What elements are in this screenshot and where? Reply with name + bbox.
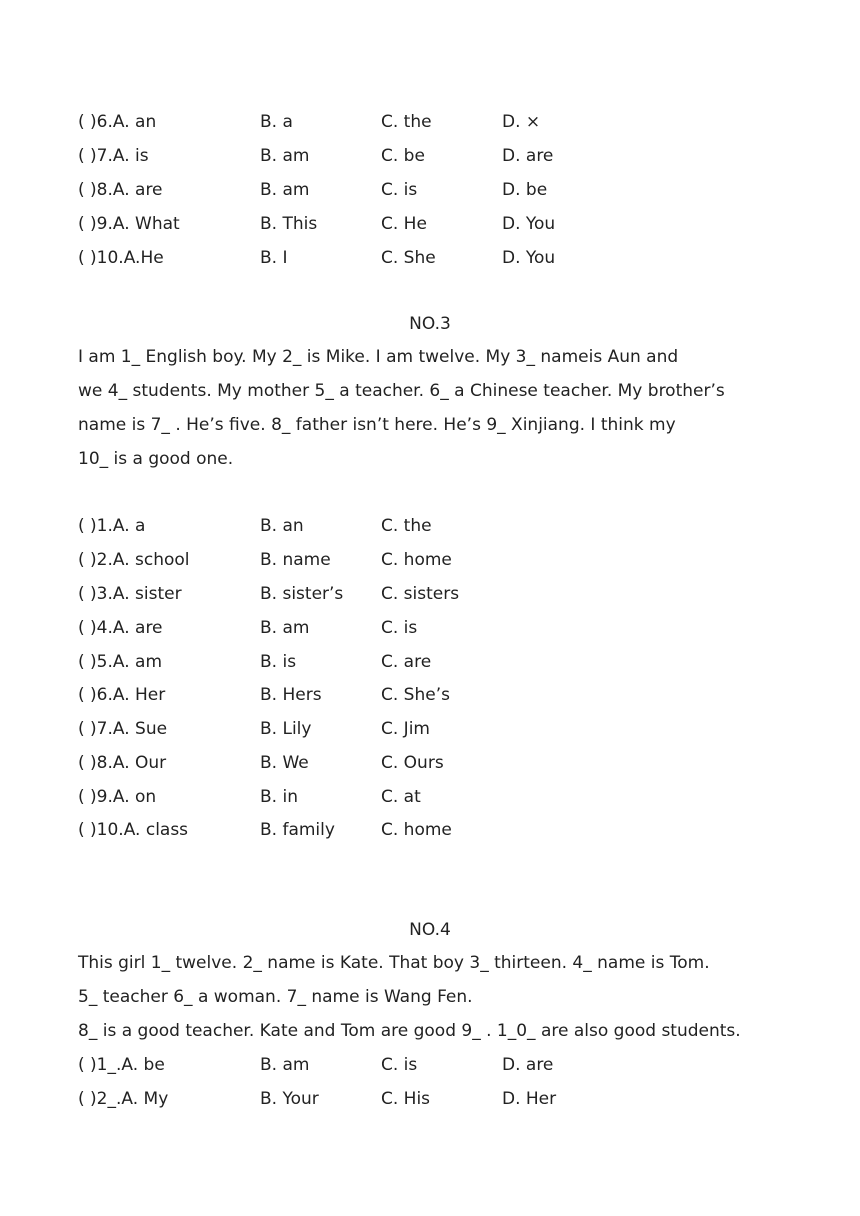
question-option-c: C. home — [381, 550, 452, 570]
question-option-a: ( )7.A. is — [78, 146, 149, 166]
question-option-d: D. are — [502, 146, 554, 166]
question-option-a: ( )3.A. sister — [78, 584, 182, 604]
passage-line: I am 1_ English boy. My 2_ is Mike. I am twelve. My 3_ nameis Aun and — [78, 347, 679, 367]
question-option-c: C. is — [381, 180, 418, 200]
question-option-c: C. Ours — [381, 753, 444, 773]
question-option-a: ( )6.A. Her — [78, 685, 166, 705]
question-option-b: B. am — [260, 1055, 310, 1075]
question-option-b: B. We — [260, 753, 309, 773]
question-option-c: C. at — [381, 787, 421, 807]
question-option-a: ( )10.A.He — [78, 248, 164, 268]
question-option-d: D. You — [502, 214, 556, 234]
question-option-c: C. is — [381, 1055, 418, 1075]
passage-line: This girl 1_ twelve. 2_ name is Kate. That boy 3_ thirteen. 4_ name is Tom. — [78, 953, 710, 973]
question-option-a: ( )8.A. are — [78, 180, 163, 200]
question-option-b: B. Hers — [260, 685, 322, 705]
question-option-a: ( )7.A. Sue — [78, 719, 168, 739]
question-option-b: B. family — [260, 820, 335, 840]
question-option-b: B. am — [260, 618, 310, 638]
question-option-a: ( )6.A. an — [78, 112, 157, 132]
question-option-c: C. She’s — [381, 685, 450, 705]
question-option-b: B. in — [260, 787, 298, 807]
passage-line: name is 7_ . He’s five. 8_ father isn’t here. He’s 9_ Xinjiang. I think my — [78, 415, 676, 435]
question-option-b: B. am — [260, 146, 310, 166]
question-option-c: C. His — [381, 1089, 431, 1109]
question-option-c: C. be — [381, 146, 425, 166]
question-option-a: ( )8.A. Our — [78, 753, 167, 773]
question-option-a: ( )2_.A. My — [78, 1089, 169, 1109]
passage-line: 10_ is a good one. — [78, 449, 234, 469]
question-option-a: ( )5.A. am — [78, 652, 163, 672]
section4-heading: NO.4 — [409, 920, 451, 940]
question-option-d: D. Her — [502, 1089, 557, 1109]
question-option-b: B. sister’s — [260, 584, 344, 604]
question-option-b: B. is — [260, 652, 297, 672]
question-option-a: ( )9.A. on — [78, 787, 157, 807]
question-option-b: B. an — [260, 516, 304, 536]
question-option-b: B. am — [260, 180, 310, 200]
question-option-a: ( )4.A. are — [78, 618, 163, 638]
passage-line: we 4_ students. My mother 5_ a teacher. 6_ a Chinese teacher. My brother’s — [78, 381, 725, 401]
question-option-b: B. name — [260, 550, 331, 570]
question-option-b: B. Lily — [260, 719, 312, 739]
question-option-c: C. Jim — [381, 719, 430, 739]
question-option-a: ( )9.A. What — [78, 214, 180, 234]
question-option-a: ( )10.A. class — [78, 820, 189, 840]
question-option-d: D. × — [502, 112, 541, 132]
passage-line: 5_ teacher 6_ a woman. 7_ name is Wang Fen. — [78, 987, 473, 1007]
question-option-c: C. the — [381, 112, 432, 132]
question-option-c: C. the — [381, 516, 432, 536]
question-option-c: C. is — [381, 618, 418, 638]
question-option-d: D. be — [502, 180, 548, 200]
question-option-a: ( )1_.A. be — [78, 1055, 165, 1075]
question-option-b: B. I — [260, 248, 288, 268]
question-option-b: B. Your — [260, 1089, 319, 1109]
question-option-b: B. This — [260, 214, 318, 234]
question-option-a: ( )1.A. a — [78, 516, 146, 536]
question-option-b: B. a — [260, 112, 293, 132]
question-option-c: C. are — [381, 652, 432, 672]
question-option-c: C. She — [381, 248, 436, 268]
question-option-c: C. sisters — [381, 584, 460, 604]
question-option-c: C. home — [381, 820, 452, 840]
question-option-c: C. He — [381, 214, 427, 234]
passage-line: 8_ is a good teacher. Kate and Tom are good 9_ . 1_0_ are also good students. — [78, 1021, 741, 1041]
section3-heading: NO.3 — [409, 314, 451, 334]
question-option-a: ( )2.A. school — [78, 550, 190, 570]
question-option-d: D. You — [502, 248, 556, 268]
question-option-d: D. are — [502, 1055, 554, 1075]
